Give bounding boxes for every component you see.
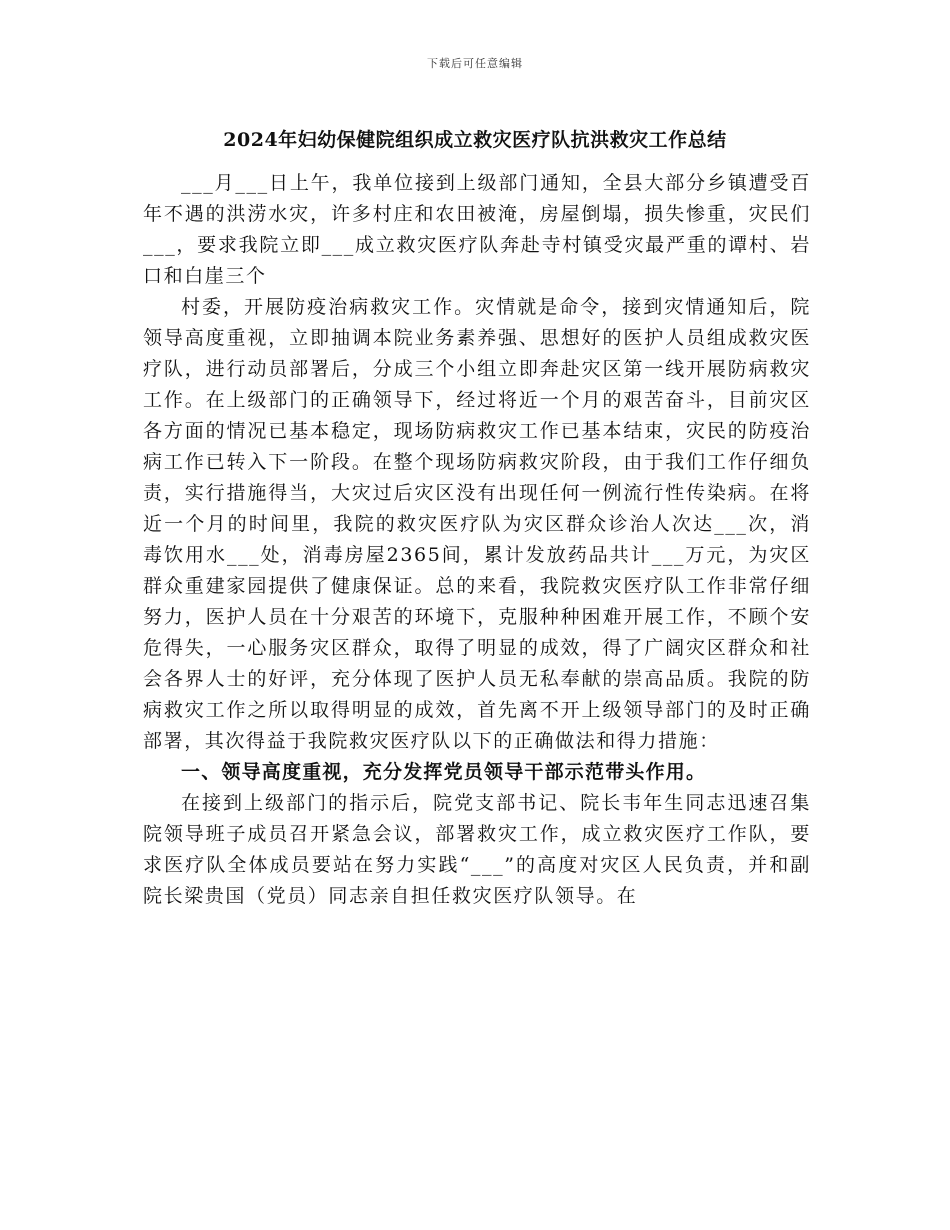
paragraph-intro: ___月___日上午，我单位接到上级部门通知，全县大部分乡镇遭受百年不遇的洪涝水灾，许多村庄和农田被淹，房屋倒塌，损失惨重，灾民们___，要求我院立即___成立救灾医疗队奔赴寺村镇受灾最严重的谭村、岩口和白崖三个 (143, 172, 811, 287)
header-note: 下载后可任意编辑 (427, 57, 523, 70)
document-title: 2024年妇幼保健院组织成立救灾医疗队抗洪救灾工作总结 (223, 129, 727, 151)
document-body (143, 168, 811, 912)
paragraph-summary: 村委，开展防疫治病救灾工作。灾情就是命令，接到灾情通知后，院领导高度重视，立即抽调本院业务素养强、思想好的医护人员组成救灾医疗队，进行动员部署后，分成三个小组立即奔赴灾区第一线开展防病救灾工作。在上级部门的正确领导下，经过将近一个月的艰苦奋斗，目前灾区各方面的情况已基本稳定，现场防病救灾工作已基本结束，灾民的防疫治病工作已转入下一阶段。在整个现场防病救灾阶段，由于我们工作仔细负责，实行措施得当，大灾过后灾区没有出现任何一例流行性传染病。在将近一个月的时间里，我院的救灾医疗队为灾区群众诊治人次达___次，消毒饮用水___处，消毒房屋2365间，累计发放药品共计___万元，为灾区群众重建家园提供了健康保证。总的来看，我院救灾医疗队工作非常仔细努力，医护人员在十分艰苦的环境下，克服种种困难开展工作，不顾个安危得失，一心服务灾区群众，取得了明显的成效，得了广阔灾区群众和社会各界人士的好评，充分体现了医护人员无私奉献的崇高品质。我院的防病救灾工作之所以取得明显的成效，首先离不开上级领导部门的及时正确部署，其次得益于我院救灾医疗队以下的正确做法和得力措施： (143, 296, 811, 752)
paragraph-section-1: 在接到上级部门的指示后，院党支部书记、院长韦年生同志迅速召集院领导班子成员召开紧急会议，部署救灾工作，成立救灾医疗工作队，要求医疗队全体成员要站在努力实践“___”的高度对灾区人民负责，并和副院长梁贵国（党员）同志亲自担任救灾医疗队领导。在 (143, 792, 811, 907)
section-heading-1: 一、领导高度重视，充分发挥党员领导干部示范带头作用。 (181, 761, 707, 783)
